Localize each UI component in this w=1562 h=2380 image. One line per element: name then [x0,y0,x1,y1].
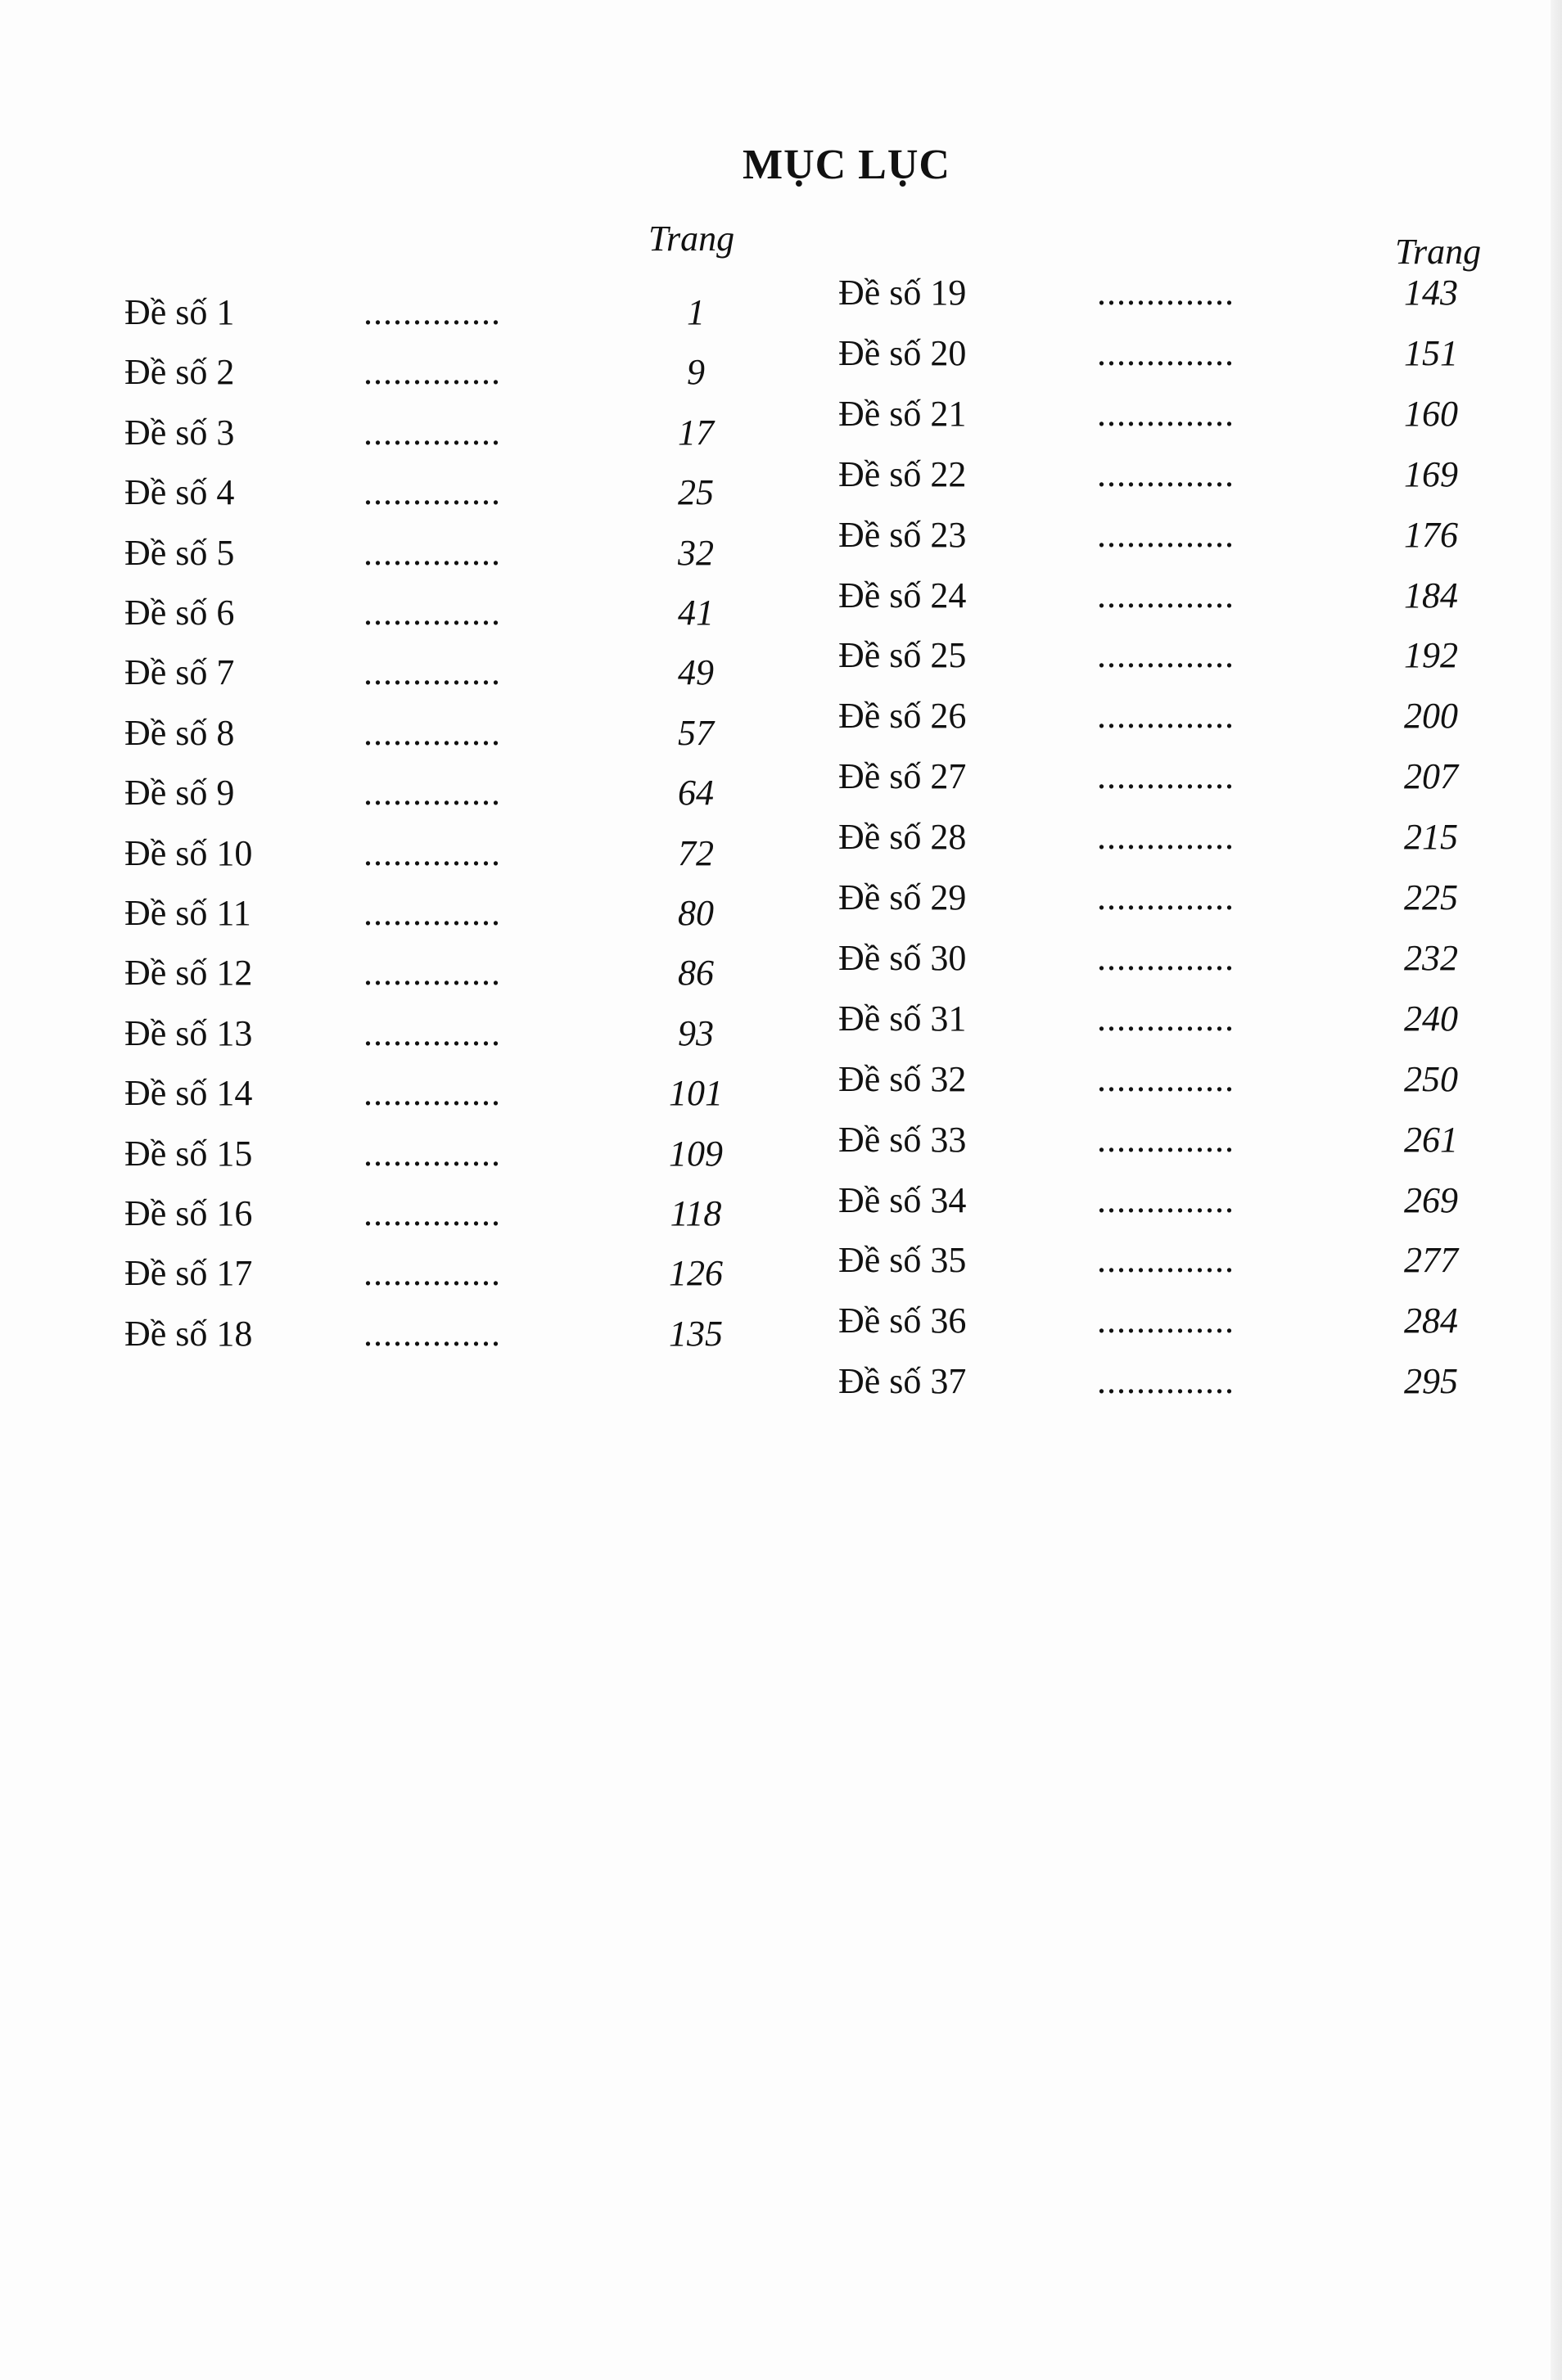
page-column-header: Trang [1395,232,1482,272]
toc-entry[interactable] [838,816,1460,865]
toc-entry[interactable] [124,772,747,821]
toc-entry-label: Đề số 25 [838,635,967,676]
toc-leader-dots: .............. [363,1313,501,1354]
toc-leader-dots: .............. [363,472,501,513]
toc-page-number: 80 [678,893,714,933]
toc-entry[interactable] [838,937,1460,986]
toc-entry-label: Đề số 30 [838,937,967,978]
toc-leader-dots: .............. [1097,756,1235,797]
toc-entry[interactable] [124,291,747,340]
toc-entry[interactable] [124,892,747,941]
toc-page-number: 284 [1404,1300,1458,1341]
toc-page-number: 126 [669,1253,723,1294]
toc-entry-label: Đề số 15 [124,1133,253,1174]
toc-entry[interactable] [838,998,1460,1047]
toc-entry-label: Đề số 19 [838,273,967,313]
toc-entry-label: Đề số 36 [838,1300,967,1341]
toc-entry-label: Đề số 5 [124,532,235,573]
toc-entry[interactable] [838,1058,1460,1107]
toc-page-number: 192 [1404,635,1458,676]
toc-entry-label: Đề số 11 [124,893,251,933]
toc-entry[interactable] [838,272,1460,321]
page-column-header: Trang [648,219,735,259]
toc-entry-label: Đề số 20 [838,332,967,373]
toc-leader-dots: .............. [1097,1179,1235,1220]
toc-leader-dots: .............. [1097,696,1235,737]
toc-page-number: 261 [1404,1119,1458,1160]
toc-page-number: 250 [1404,1058,1458,1099]
toc-leader-dots: .............. [1097,1300,1235,1341]
toc-entry-label: Đề số 7 [124,652,235,693]
toc-page-number: 184 [1404,575,1458,615]
toc-entry[interactable] [124,1012,747,1062]
toc-page-number: 232 [1404,937,1458,978]
toc-leader-dots: .............. [363,953,501,994]
toc-entry[interactable] [838,514,1460,563]
toc-leader-dots: .............. [363,352,501,393]
toc-entry-label: Đề số 8 [124,712,235,753]
toc-leader-dots: .............. [363,712,501,753]
toc-page-number: 269 [1404,1179,1458,1220]
toc-leader-dots: .............. [1097,817,1235,858]
toc-entry[interactable] [124,712,747,761]
toc-leader-dots: .............. [363,593,501,633]
toc-entry[interactable] [124,532,747,581]
toc-leader-dots: .............. [363,832,501,873]
toc-page-number: 49 [678,652,714,693]
toc-page-number: 57 [678,712,714,753]
toc-entry-label: Đề số 33 [838,1119,967,1160]
toc-entry-label: Đề số 23 [838,514,967,555]
toc-entry-label: Đề số 34 [838,1179,967,1220]
toc-entry-label: Đề số 21 [838,393,967,434]
toc-leader-dots: .............. [1097,273,1235,313]
toc-entry-label: Đề số 17 [124,1253,253,1294]
toc-entry-label: Đề số 26 [838,696,967,737]
toc-page-number: 9 [687,352,705,393]
toc-leader-dots: .............. [1097,1058,1235,1099]
toc-entry-label: Đề số 18 [124,1313,253,1354]
toc-entry[interactable] [838,877,1460,926]
toc-page-number: 160 [1404,393,1458,434]
toc-page-number: 101 [669,1073,723,1114]
toc-page-number: 41 [678,593,714,633]
toc-page-number: 64 [678,773,714,814]
toc-page-number: 135 [669,1313,723,1354]
toc-entry-label: Đề số 37 [838,1361,967,1402]
toc-page-number: 169 [1404,453,1458,494]
toc-leader-dots: .............. [363,1012,501,1053]
toc-entry-label: Đề số 2 [124,352,235,393]
toc-leader-dots: .............. [1097,514,1235,555]
toc-page-number: 295 [1404,1361,1458,1402]
toc-entry-label: Đề số 31 [838,998,967,1039]
toc-leader-dots: .............. [1097,1240,1235,1281]
toc-entry-label: Đề số 35 [838,1240,967,1281]
toc-page-number: 17 [678,412,714,453]
toc-leader-dots: .............. [363,1073,501,1114]
toc-leader-dots: .............. [363,1193,501,1233]
toc-page-number: 151 [1404,332,1458,373]
toc-leader-dots: .............. [1097,877,1235,917]
toc-entry-label: Đề số 24 [838,575,967,615]
toc-page-number: 32 [678,532,714,573]
page-edge [1551,0,1562,2380]
toc-leader-dots: .............. [363,893,501,933]
toc-page-number: 93 [678,1012,714,1053]
toc-page-number: 277 [1404,1240,1458,1281]
toc-leader-dots: .............. [363,412,501,453]
toc-entry[interactable] [838,453,1460,503]
toc-entry-label: Đề số 22 [838,453,967,494]
toc-entry-label: Đề số 9 [124,773,235,814]
toc-entry[interactable] [838,575,1460,624]
toc-leader-dots: .............. [1097,393,1235,434]
toc-leader-dots: .............. [363,773,501,814]
toc-leader-dots: .............. [1097,1119,1235,1160]
toc-entry[interactable] [124,471,747,521]
toc-entry-label: Đề số 4 [124,472,235,513]
toc-leader-dots: .............. [1097,453,1235,494]
toc-entry[interactable] [124,1313,747,1362]
toc-entry-label: Đề số 13 [124,1012,253,1053]
toc-entry[interactable] [124,412,747,461]
toc-entry-label: Đề số 14 [124,1073,253,1114]
toc-entry[interactable] [124,592,747,641]
toc-entry[interactable] [124,832,747,881]
toc-page-number: 25 [678,472,714,513]
toc-entry[interactable] [838,332,1460,381]
toc-page-number: 109 [669,1133,723,1174]
toc-entry-label: Đề số 1 [124,292,235,332]
toc-entry-label: Đề số 28 [838,817,967,858]
toc-leader-dots: .............. [363,1253,501,1294]
toc-entry[interactable] [124,1072,747,1121]
toc-leader-dots: .............. [1097,1361,1235,1402]
toc-page-number: 1 [687,292,705,332]
toc-entry[interactable] [838,695,1460,744]
toc-entry-label: Đề số 27 [838,756,967,797]
toc-leader-dots: .............. [1097,332,1235,373]
toc-leader-dots: .............. [1097,635,1235,676]
toc-leader-dots: .............. [363,1133,501,1174]
toc-entry[interactable] [124,1192,747,1242]
toc-entry-label: Đề số 3 [124,412,235,453]
toc-entry[interactable] [124,651,747,701]
toc-entry[interactable] [124,351,747,400]
toc-page-number: 200 [1404,696,1458,737]
toc-page-number: 72 [678,832,714,873]
toc-entry[interactable] [838,1179,1460,1228]
toc-entry-label: Đề số 29 [838,877,967,917]
toc-entry-label: Đề số 6 [124,593,235,633]
toc-leader-dots: .............. [1097,998,1235,1039]
toc-entry[interactable] [124,952,747,1001]
toc-page-number: 143 [1404,273,1458,313]
page-title: MỤC LỤC [743,142,950,188]
toc-entry[interactable] [838,1239,1460,1288]
toc-entry-label: Đề số 16 [124,1193,253,1233]
toc-leader-dots: .............. [363,652,501,693]
toc-entry[interactable] [124,1133,747,1182]
toc-page-number: 207 [1404,756,1458,797]
toc-entry[interactable] [838,1119,1460,1168]
toc-entry[interactable] [838,755,1460,805]
toc-leader-dots: .............. [1097,937,1235,978]
toc-page-number: 215 [1404,817,1458,858]
toc-entry-label: Đề số 32 [838,1058,967,1099]
toc-page-number: 225 [1404,877,1458,917]
toc-entry[interactable] [124,1252,747,1301]
toc-page-number: 86 [678,953,714,994]
toc-entry[interactable] [838,1360,1460,1409]
toc-leader-dots: .............. [363,292,501,332]
toc-entry[interactable] [838,393,1460,442]
toc-entry[interactable] [838,1300,1460,1349]
toc-entry[interactable] [838,634,1460,683]
toc-entry-label: Đề số 10 [124,832,253,873]
toc-leader-dots: .............. [1097,575,1235,615]
toc-page-number: 240 [1404,998,1458,1039]
toc-entry-label: Đề số 12 [124,953,253,994]
toc-page-number: 176 [1404,514,1458,555]
toc-leader-dots: .............. [363,532,501,573]
toc-page-number: 118 [670,1193,722,1233]
